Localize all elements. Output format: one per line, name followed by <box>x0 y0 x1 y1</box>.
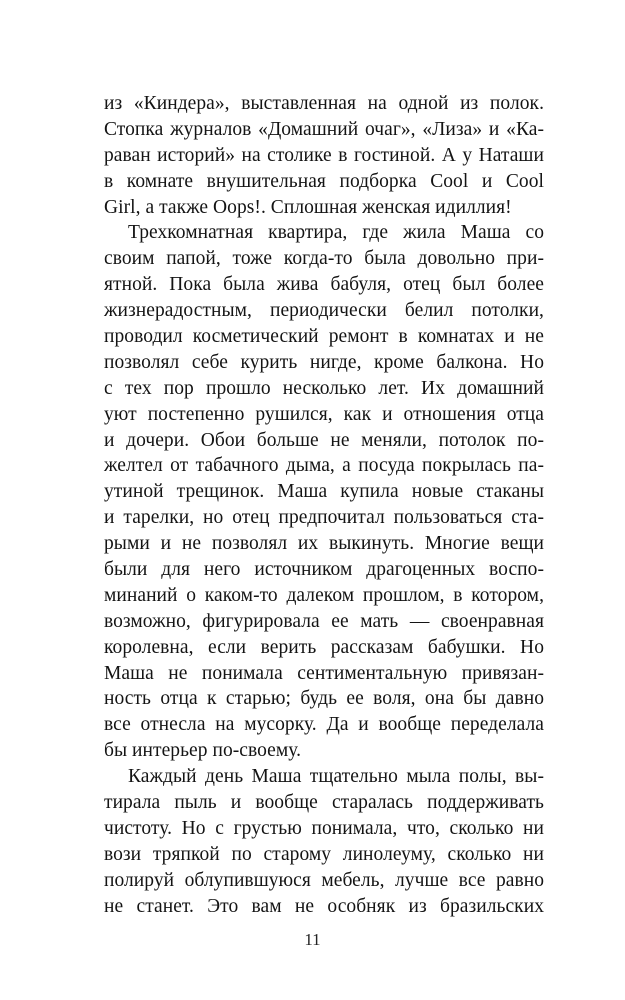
text-line: чистоту. Но с грустью понимала, что, сколько ни <box>104 817 544 839</box>
text-line: проводил косметический ремонт в комнатах и не <box>104 326 544 348</box>
text-line: из «Киндера», выставленная на одной из полок. <box>104 93 544 114</box>
text-line: бы интерьер по-своему. <box>104 740 302 762</box>
text-line: рыми и не позволял их выкинуть. Многие вещи <box>104 533 544 555</box>
text-line: Маша не понимала сентиментальную привязан- <box>104 662 544 684</box>
text-line: желтел от табачного дыма, а посуда покрылась па- <box>104 455 544 477</box>
text-line: ность отца к старью; будь ее воля, она бы давно <box>104 688 544 710</box>
text-line: жизнерадостным, периодически белил потолки, <box>104 300 544 322</box>
text-line: были для него источником драгоценных воспо- <box>104 559 544 581</box>
text-line: ятной. Пока была жива бабуля, отец был более <box>104 274 544 296</box>
text-line: своим папой, тоже когда-то была довольно при- <box>104 248 544 270</box>
text-line: Стопка журналов «Домашний очаг», «Лиза» и «Ка- <box>104 118 544 140</box>
text-line: все отнесла на мусорку. Да и вообще переделала <box>104 714 544 736</box>
text-line: Каждый день Маша тщательно мыла полы, вы- <box>128 766 544 788</box>
text-line: не станет. Это вам не особняк из бразильских <box>104 895 544 917</box>
text-line: с тех пор прошло несколько лет. Их домашний <box>104 377 544 399</box>
text-line: в комнате внушительная подборка Cool и Cool <box>104 170 544 192</box>
text-line: уют постепенно рушился, как и отношения отца <box>104 403 544 425</box>
page-number: 11 <box>304 930 321 949</box>
text-line: возможно, фигурировала ее мать — своенравная <box>104 610 544 632</box>
text-line: и тарелки, но отец предпочитал пользоваться ста- <box>104 507 544 529</box>
body-text <box>104 91 544 920</box>
text-line: раван историй» на столике в гостиной. А у Наташи <box>104 144 544 166</box>
text-line: вози тряпкой по старому линолеуму, сколько ни <box>104 843 544 865</box>
text-line: Girl, а также Oops!. Сплошная женская идиллия! <box>104 196 512 218</box>
text-line: Трехкомнатная квартира, где жила Маша со <box>128 222 544 244</box>
text-line: утиной трещинок. Маша купила новые стаканы <box>104 481 544 503</box>
text-line: тирала пыль и вообще старалась поддерживать <box>104 792 544 814</box>
text-line: королевна, если верить рассказам бабушки. Но <box>104 636 544 658</box>
text-line: позволял себе курить нигде, кроме балкона. Но <box>104 351 544 373</box>
text-line: и дочери. Обои больше не меняли, потолок по- <box>104 429 544 451</box>
text-line: полируй облупившуюся мебель, лучше все равно <box>104 869 544 891</box>
text-line: минаний о каком-то далеком прошлом, в котором, <box>104 584 544 606</box>
